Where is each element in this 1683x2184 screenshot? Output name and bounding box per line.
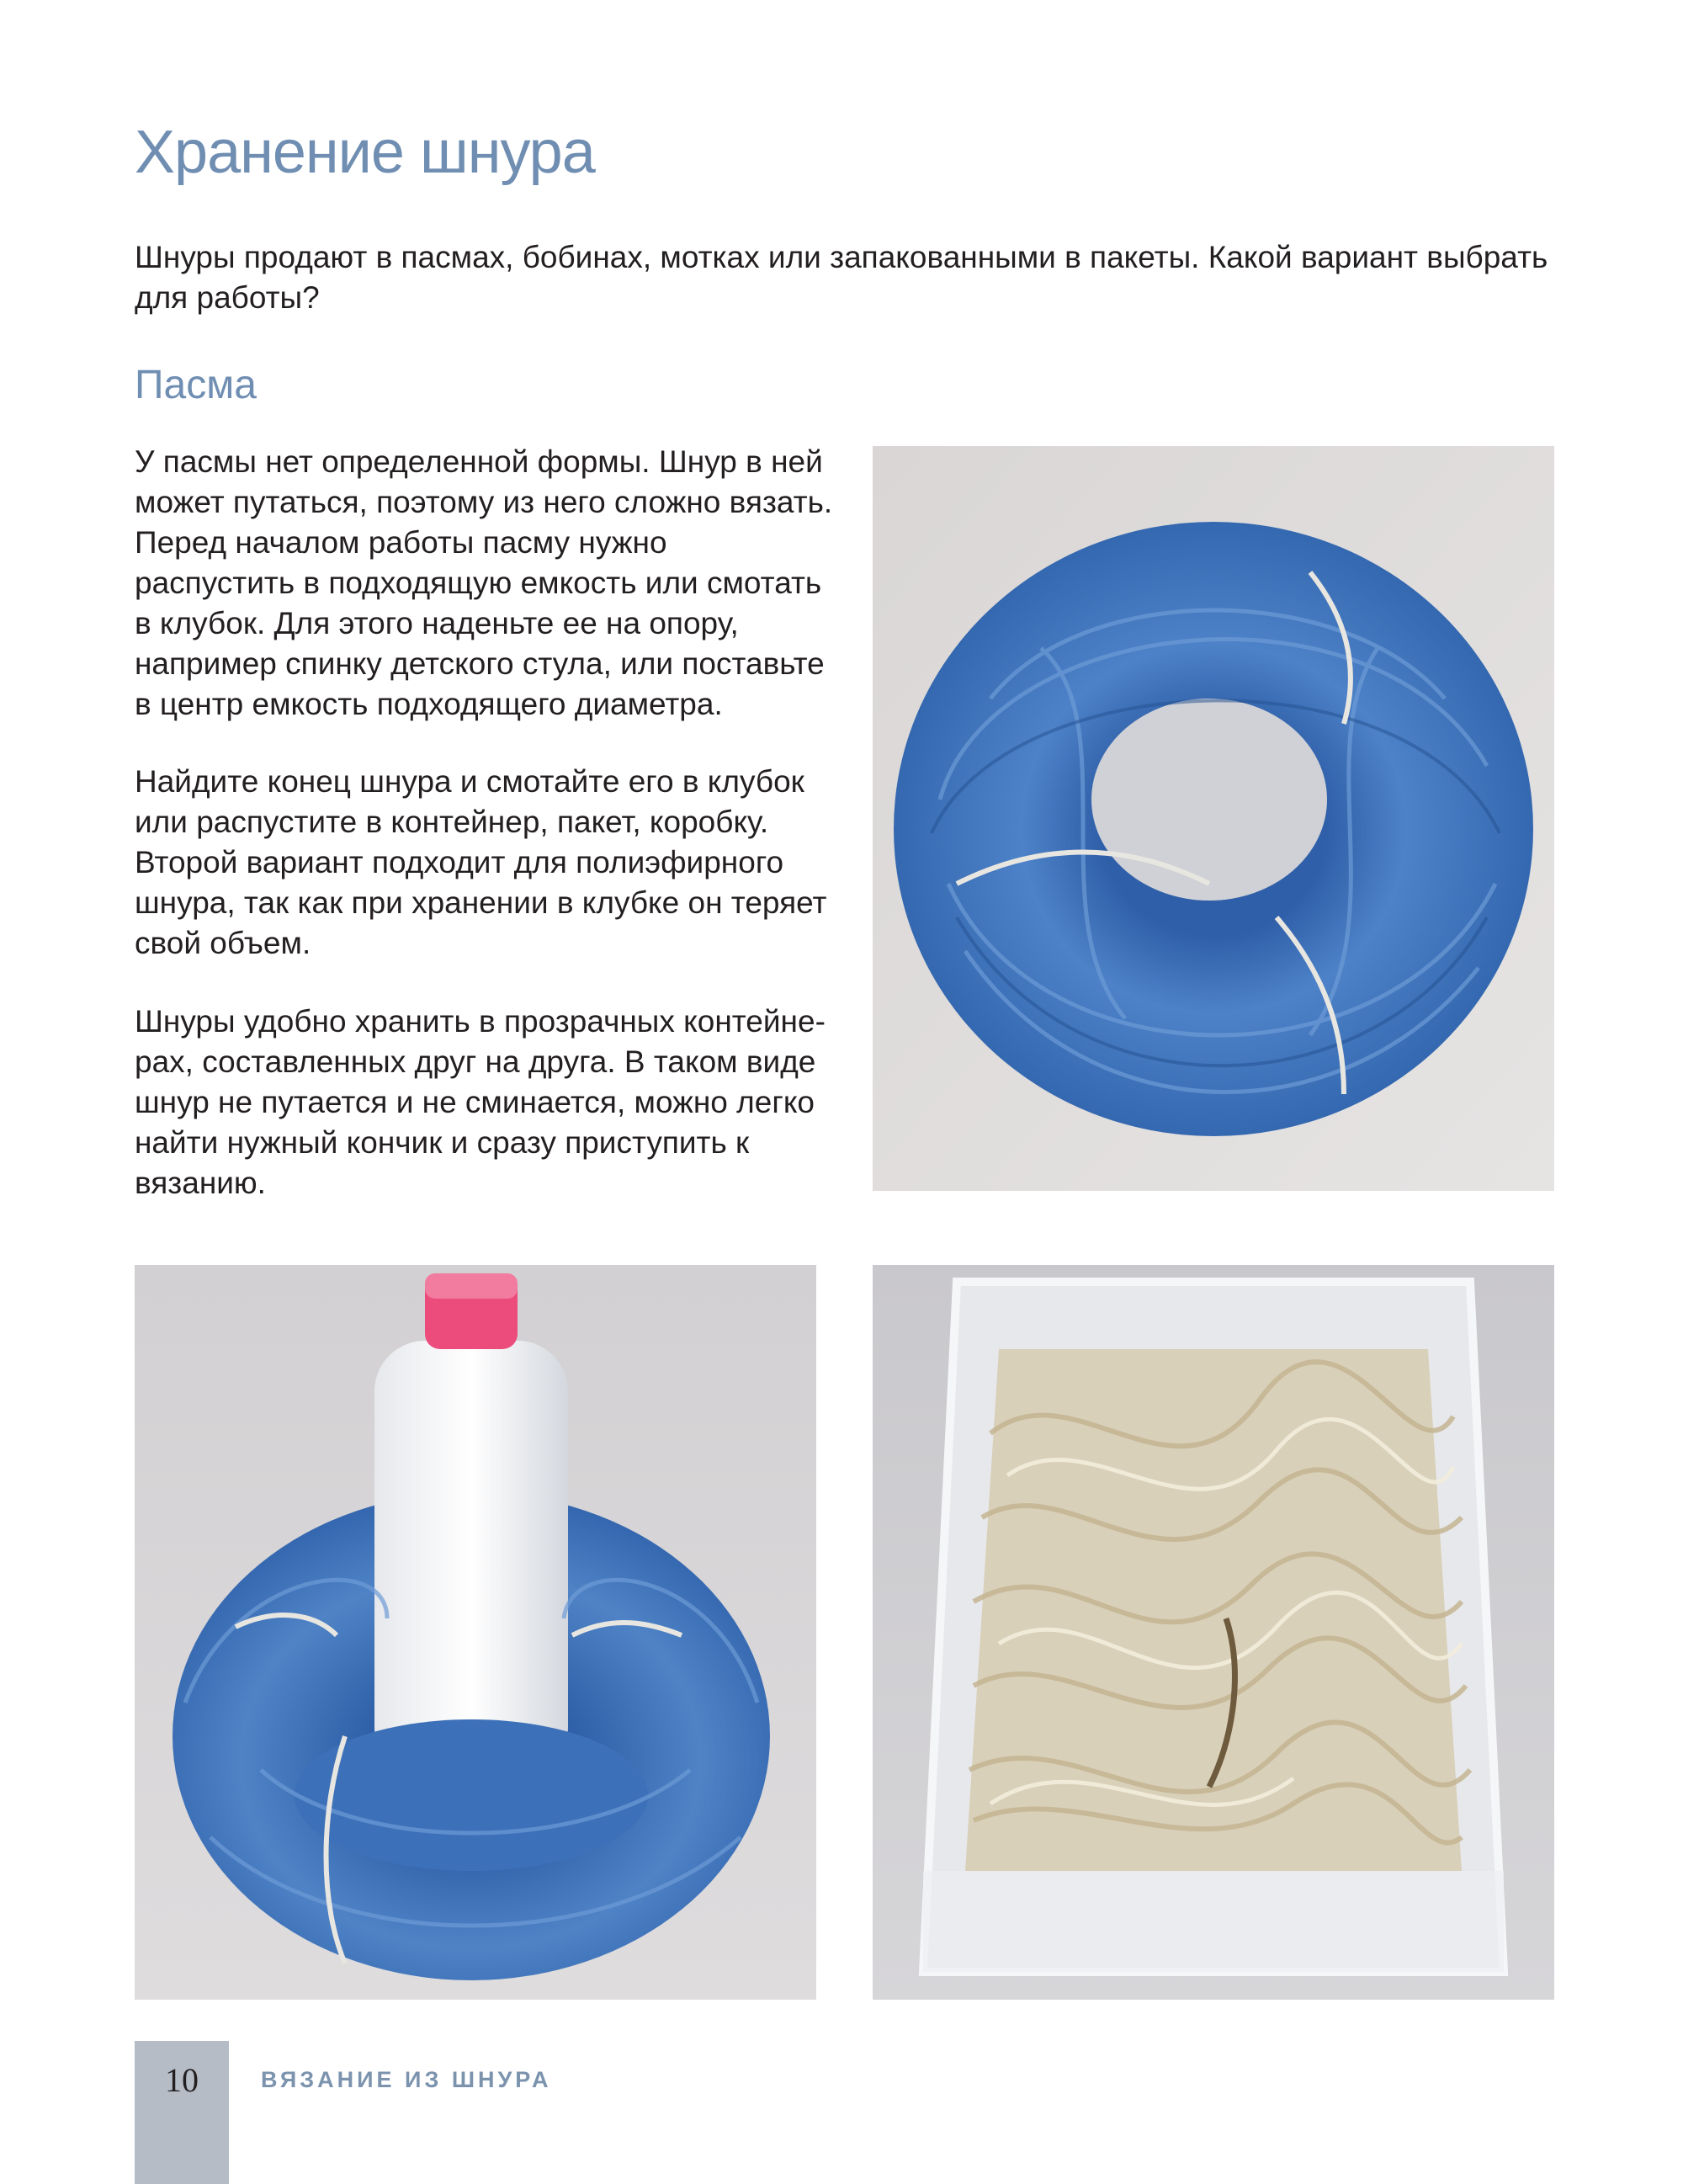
paragraph-skein: У пасмы нет определенной формы. Шнур в ней может путаться, поэтому из него сложно вязать. Перед началом работы пасму нужно распустить в подходящую емкость или смотать в клубок. Для этого наденьте ее на опору, например спинку детского стула, или поставьте в центр емкость подходящего диаметра. xyxy=(135,444,833,721)
page-title: Хранение шнура xyxy=(135,119,595,186)
paragraph-winding: Найдите конец шнура и смотайте его в клубок или распустите в контейнер, пакет, коробку. Второй вариант подходит для полиэфирного шнура, так как при хранении в клубке он теряет свой объем. xyxy=(135,764,827,960)
running-title: ВЯЗАНИЕ ИЗ ШНУРА xyxy=(261,2067,552,2092)
photo-cord-in-container xyxy=(873,1265,1554,2000)
photo-blue-skein xyxy=(873,446,1554,1191)
section-heading: Пасма xyxy=(135,363,257,407)
photo-skein-with-bottle xyxy=(135,1265,816,2000)
intro-paragraph: Шнуры продают в пасмах, бобинах, мотках или запакованными в пакеты. Какой вариант выбрать для работы? xyxy=(135,240,1548,315)
paragraph-containers: Шнуры удобно хранить в прозрачных контейнерах, составленных друг на друга. В таком виде шнур не путается и не сминается, можно легко найти нужный кончик и сразу приступить к вязанию. xyxy=(135,1004,826,1200)
page-number: 10 xyxy=(165,2061,199,2099)
